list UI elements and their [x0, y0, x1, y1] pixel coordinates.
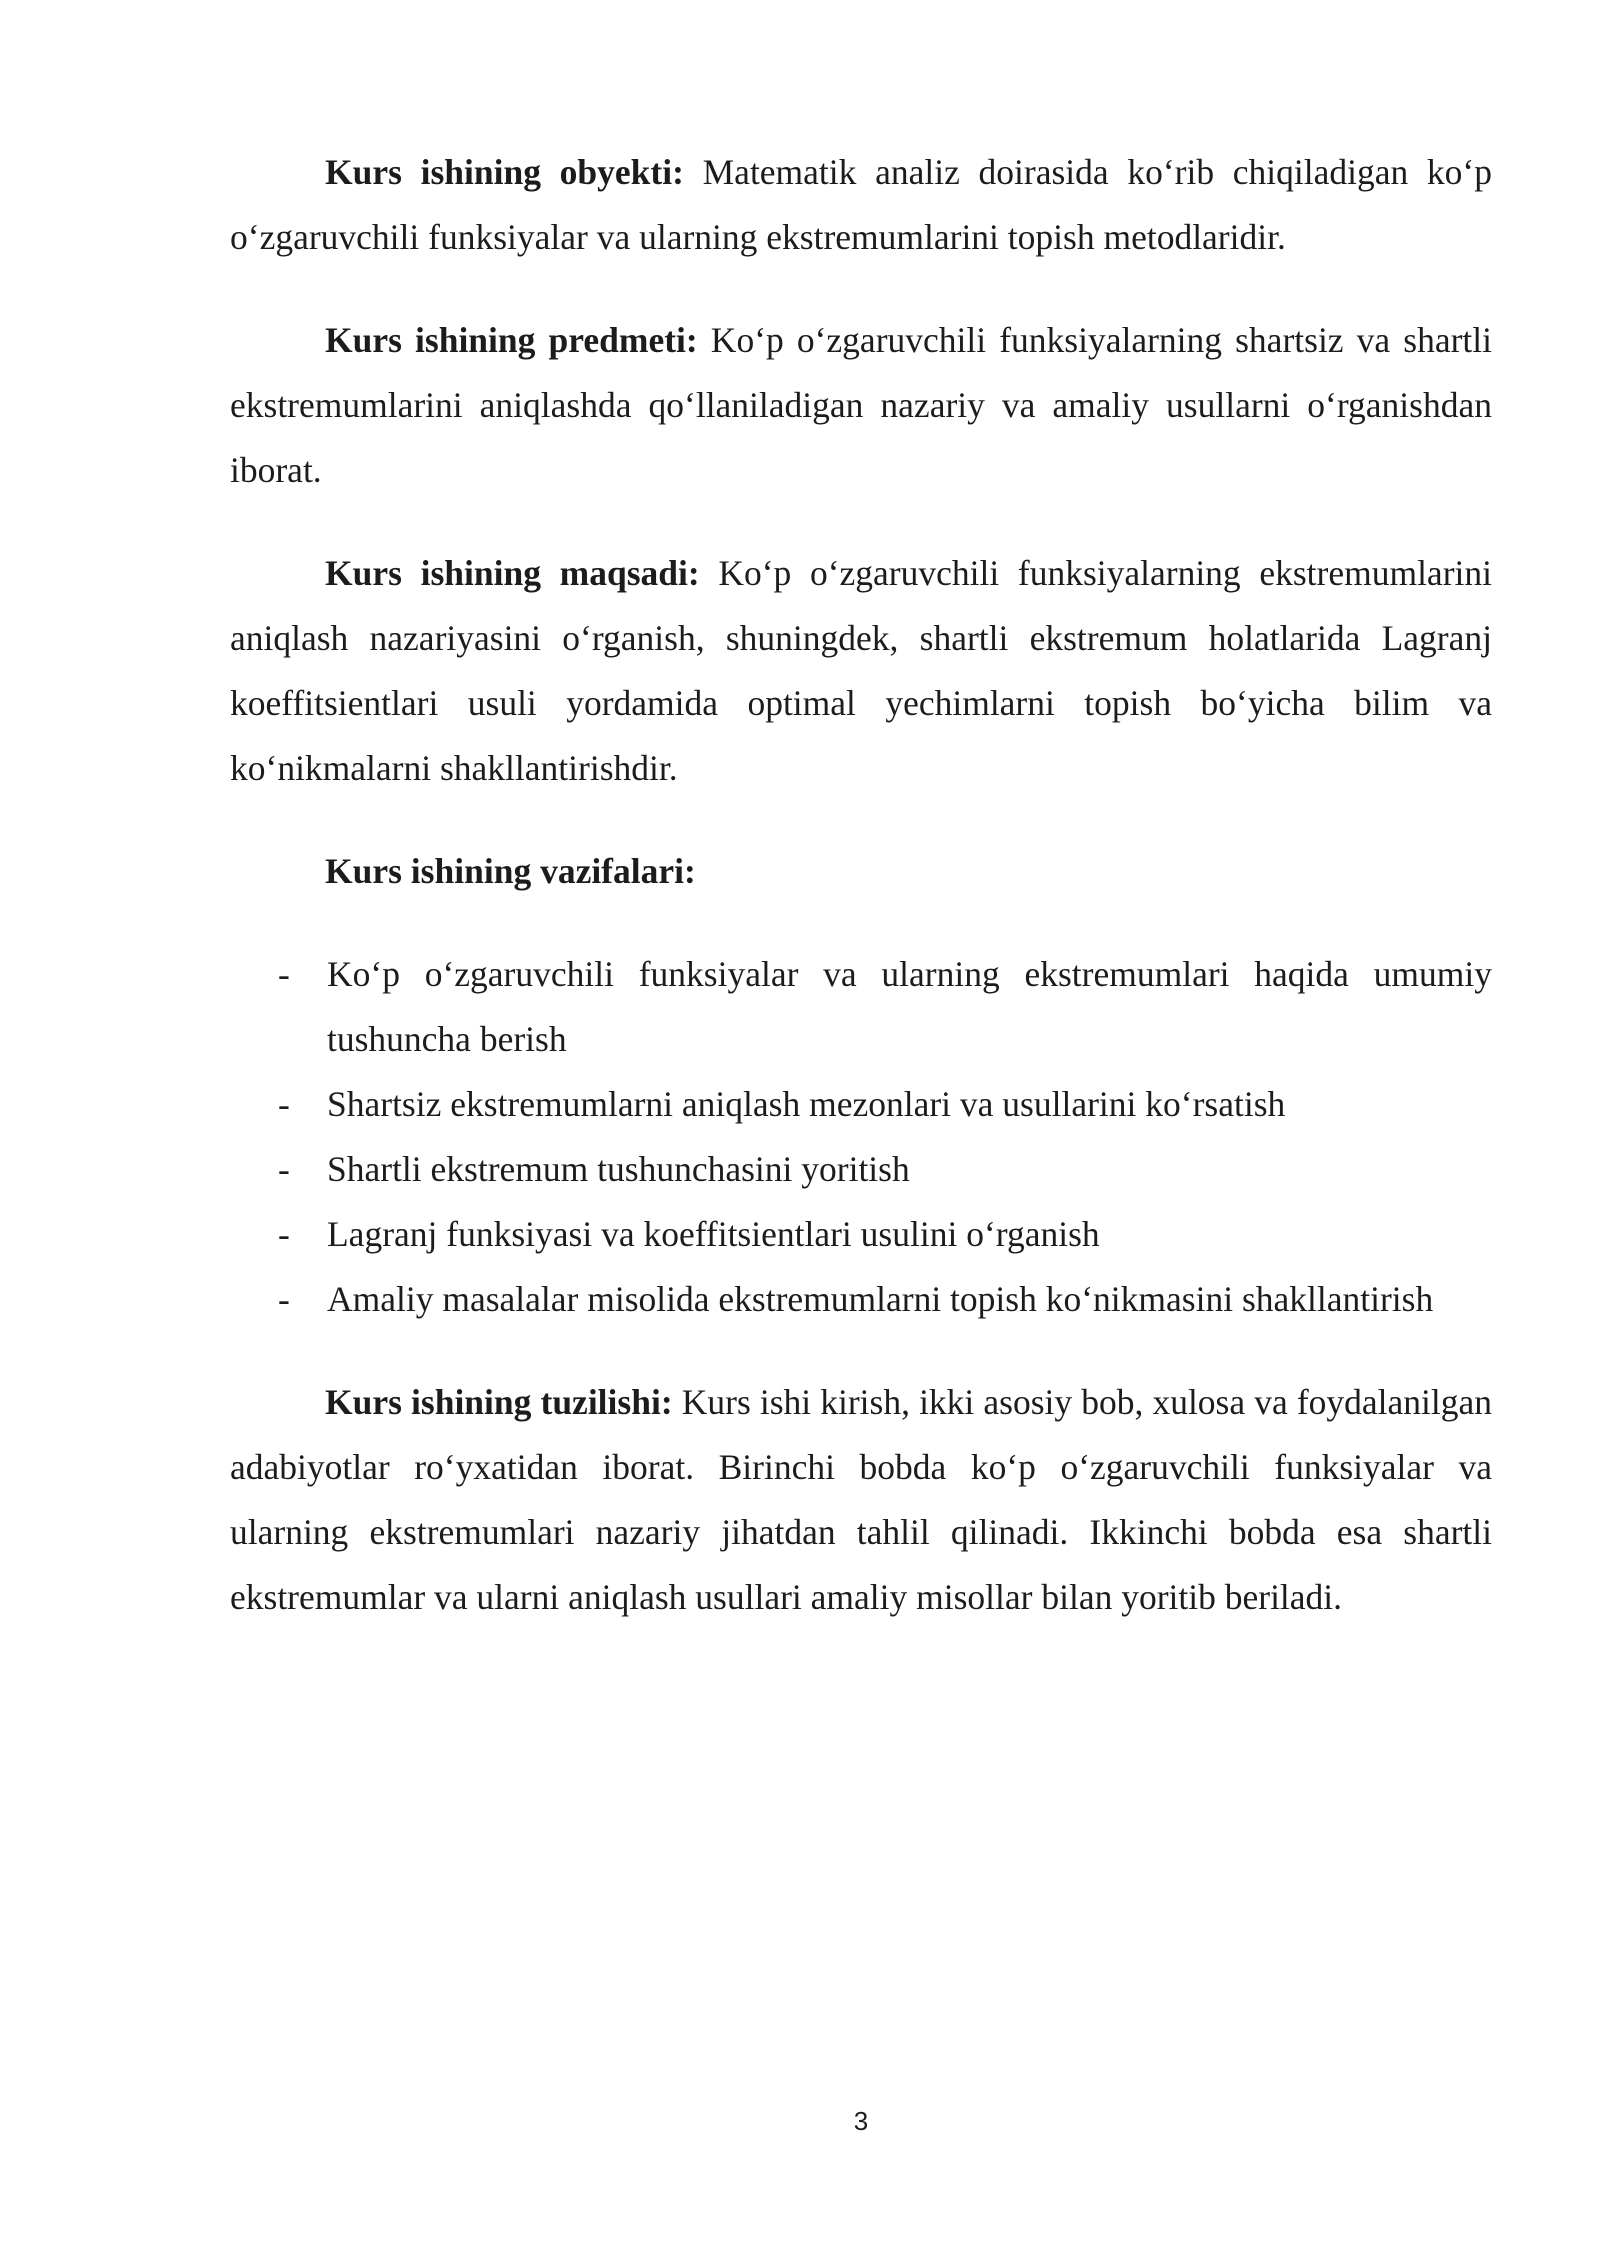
document-page: [230, 140, 1492, 1668]
list-item-text: Lagranj funksiyasi va koeffitsientlari usulini o‘rganish: [327, 1214, 1100, 1254]
list-item: [230, 1202, 1492, 1267]
paragraph-tuzilish: [230, 1370, 1492, 1630]
list-item: [230, 1137, 1492, 1202]
list-item-text: Ko‘p o‘zgaruvchili funksiyalar va ularning ekstremumlari haqida umumiy tushuncha berish: [327, 954, 1492, 1059]
list-item: [230, 1072, 1492, 1137]
paragraph-text: Matematik analiz doirasida ko‘rib chiqiladigan ko‘p o‘zgaruvchili funksiyalar va ularning ekstremumlarini topish metodlaridir.: [230, 152, 1492, 257]
paragraph-maqsad: [230, 541, 1492, 801]
paragraph-text: Ko‘p o‘zgaruvchili funksiyalarning ekstremumlarini aniqlash nazariyasini o‘rganish, shuningdek, shartli ekstremum holatlarida Lagranj koeffitsientlari usuli yordamida optimal yechimlarni topish bo‘yicha bilim va ko‘nikmalarni shakllantirishdir.: [230, 553, 1492, 788]
task-list: [230, 942, 1492, 1332]
bullet-dash: -: [278, 954, 290, 994]
bullet-dash: -: [278, 1279, 290, 1319]
list-item-text: Shartsiz ekstremumlarni aniqlash mezonlari va usullarini ko‘rsatish: [327, 1084, 1286, 1124]
section-heading-vazifalar: Kurs ishining vazifalari:: [325, 851, 696, 891]
bullet-dash: -: [278, 1149, 290, 1189]
paragraph-label: Kurs ishining predmeti:: [325, 320, 698, 360]
paragraph-label: Kurs ishining maqsadi:: [325, 553, 700, 593]
paragraph-label: Kurs ishining obyekti:: [325, 152, 684, 192]
list-item: [230, 942, 1492, 1072]
list-item: [230, 1267, 1492, 1332]
paragraph-text: Kurs ishi kirish, ikki asosiy bob, xulosa va foydalanilgan adabiyotlar ro‘yxatidan iborat. Birinchi bobda ko‘p o‘zgaruvchili funksiyalar va ularning ekstremumlari nazariy jihatdan tahlil qilinadi. Ikkinchi bobda esa shartli ekstremumlar va ularni aniqlash usullari amaliy misollar bilan yoritib beriladi.: [230, 1382, 1493, 1617]
paragraph-obyekt: [230, 140, 1492, 270]
bullet-dash: -: [278, 1084, 290, 1124]
page-number: 3: [853, 2106, 869, 2136]
list-item-text: Shartli ekstremum tushunchasini yoritish: [327, 1149, 910, 1189]
bullet-dash: -: [278, 1214, 290, 1254]
paragraph-label: Kurs ishining tuzilishi:: [325, 1382, 673, 1422]
paragraph-predmet: [230, 308, 1492, 503]
list-item-text: Amaliy masalalar misolida ekstremumlarni topish ko‘nikmasini shakllantirish: [327, 1279, 1434, 1319]
paragraph-text: Ko‘p o‘zgaruvchili funksiyalarning shartsiz va shartli ekstremumlarini aniqlashda qo‘llaniladigan nazariy va amaliy usullarni o‘rganishdan iborat.: [230, 320, 1492, 490]
